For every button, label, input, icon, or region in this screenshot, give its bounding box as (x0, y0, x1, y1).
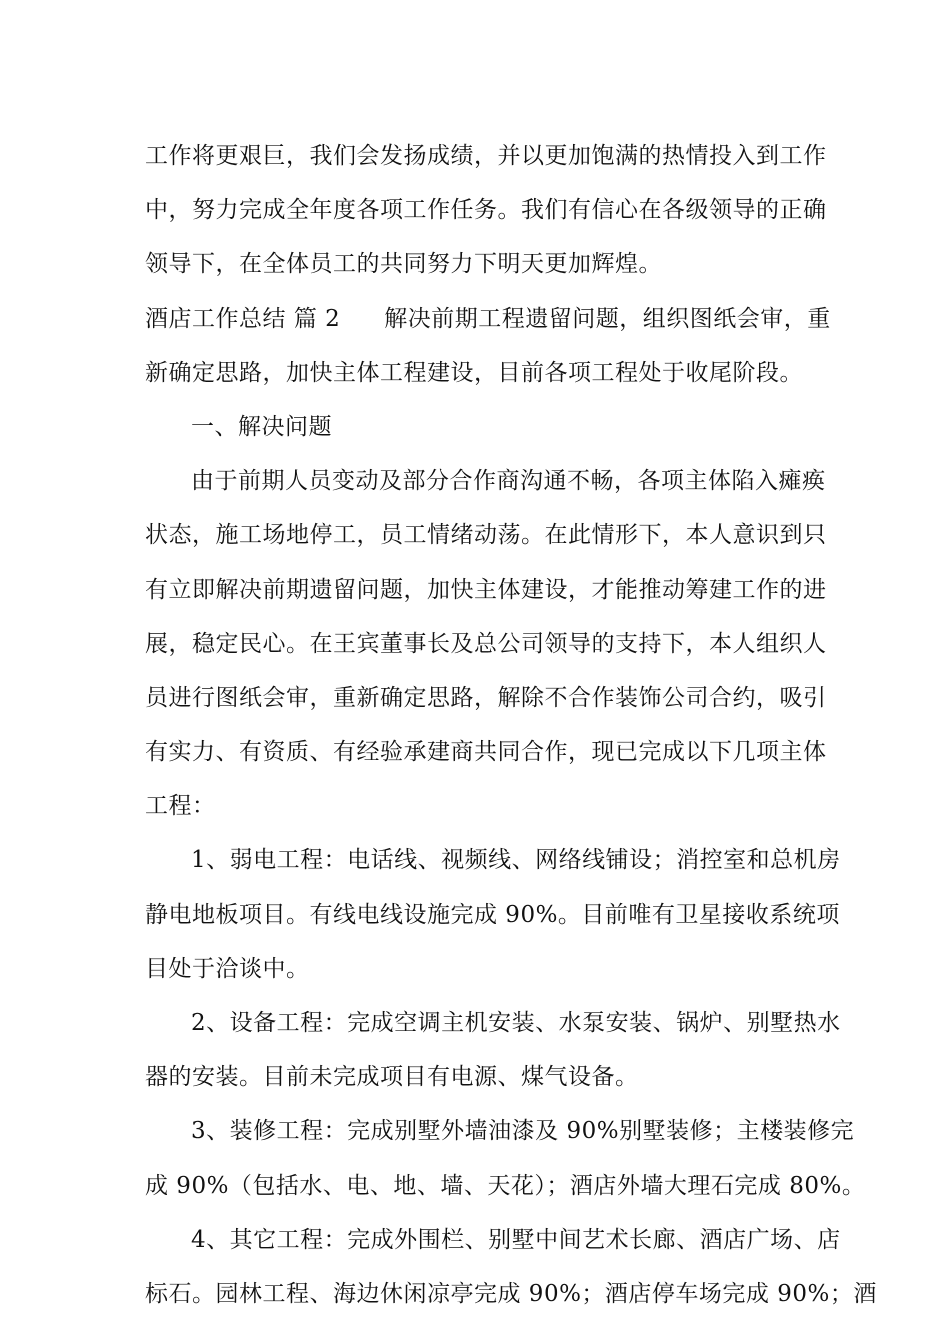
list-item-line: 2、设备工程：完成空调主机安装、水泵安装、锅炉、别墅热水 (191, 1010, 841, 1036)
heading-text: 解决前期工程遗留问题，组织图纸会审，重 (384, 305, 831, 332)
paragraph-line: 由于前期人员变动及部分合作商沟通不畅，各项主体陷入瘫痪 (191, 468, 826, 495)
paragraph-line: 员进行图纸会审，重新确定思路，解除不合作装饰公司合约，吸引 (145, 684, 827, 711)
paragraph-line: 新确定思路，加快主体工程建设，目前各项工程处于收尾阶段。 (145, 359, 803, 386)
list-item-line: 4、其它工程：完成外围栏、别墅中间艺术长廊、酒店广场、店 (191, 1226, 841, 1253)
paragraph-line: 成 90%（包括水、电、地、墙、天花）；酒店外墙大理石完成 80%。 (145, 1172, 866, 1199)
document-body (145, 129, 877, 1321)
list-item-line: 3、装修工程：完成别墅外墙油漆及 90%别墅装修；主楼装修完 (191, 1118, 855, 1145)
paragraph-line: 领导下，在全体员工的共同努力下明天更加辉煌。 (145, 251, 662, 278)
heading-title: 酒店工作总结 (145, 305, 286, 332)
paragraph-line: 工作将更艰巨，我们会发扬成绩，并以更加饱满的热情投入到工作 (145, 143, 827, 169)
list-item-line: 1、弱电工程：电话线、视频线、网络线铺设；消控室和总机房 (191, 847, 841, 874)
paragraph-line: 有立即解决前期遗留问题，加快主体建设，才能推动筹建工作的进 (145, 576, 827, 603)
paragraph-line: 静电地板项目。有线电线设施完成 90%。目前唯有卫星接收系统项 (145, 901, 840, 928)
paragraph-line: 有实力、有资质、有经验承建商共同合作，现已完成以下几项主体 (145, 739, 827, 766)
heading-part: 篇 2 (293, 305, 341, 332)
paragraph-line: 状态，施工场地停工，员工情绪动荡。在此情形下，本人意识到只 (145, 522, 827, 549)
section-heading-line (145, 292, 831, 346)
paragraph-line: 器的安装。目前未完成项目有电源、煤气设备。 (145, 1064, 639, 1091)
paragraph-line: 展，稳定民心。在王宾董事长及总公司领导的支持下，本人组织人 (145, 630, 827, 657)
section-subheading: 一、解决问题 (191, 413, 332, 440)
paragraph-line: 中，努力完成全年度各项工作任务。我们有信心在各级领导的正确 (145, 197, 827, 224)
paragraph-line: 目处于洽谈中。 (145, 955, 310, 982)
paragraph-line: 工程： (145, 793, 216, 820)
paragraph-line: 标石。园林工程、海边休闲凉亭完成 90%；酒店停车场完成 90%；酒 (145, 1280, 877, 1307)
